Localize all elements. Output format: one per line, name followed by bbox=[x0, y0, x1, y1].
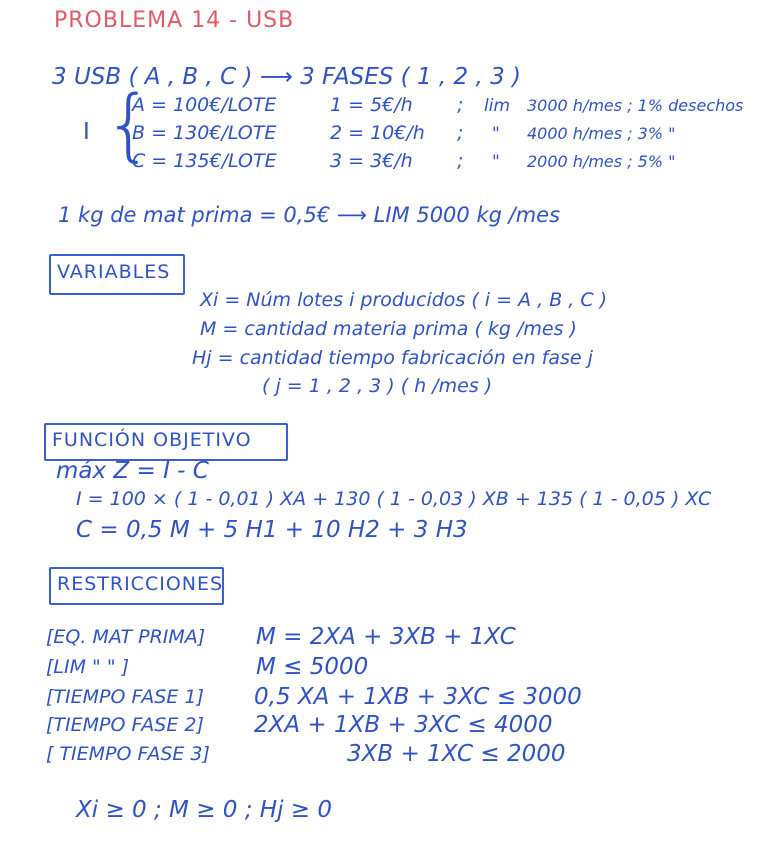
limit-row-3: 2000 h/mes ; 5% " bbox=[527, 152, 676, 171]
income-row-c: C = 135€/LOTE bbox=[132, 150, 277, 172]
constraint-expr-4: 2XA + 1XB + 3XC ≤ 4000 bbox=[254, 712, 553, 738]
constraint-expr-1: M = 2XA + 3XB + 1XC bbox=[256, 624, 516, 650]
separator: ; bbox=[457, 150, 464, 172]
income-row-a: A = 100€/LOTE bbox=[132, 94, 277, 116]
limit-row-1: 3000 h/mes ; 1% desechos bbox=[527, 96, 744, 115]
separator: ; bbox=[457, 94, 464, 116]
limit-prefix: " bbox=[492, 152, 500, 172]
page-title: PROBLEMA 14 - USB bbox=[54, 8, 295, 33]
limit-row-2: 4000 h/mes ; 3% " bbox=[527, 124, 676, 143]
variable-h-index: ( j = 1 , 2 , 3 ) ( h /mes ) bbox=[262, 375, 493, 397]
income-row-b: B = 130€/LOTE bbox=[132, 122, 277, 144]
constraint-label-3: [TIEMPO FASE 1] bbox=[46, 686, 204, 708]
variables-heading: VARIABLES bbox=[57, 261, 171, 283]
constraint-expr-2: M ≤ 5000 bbox=[256, 654, 369, 680]
phase-cost-2: 2 = 10€/h bbox=[330, 122, 425, 144]
variable-x: Xi = Núm lotes i producidos ( i = A , B , C ) bbox=[200, 289, 608, 311]
variable-h: Hj = cantidad tiempo fabricación en fase j bbox=[192, 347, 593, 369]
variable-m: M = cantidad materia prima ( kg /mes ) bbox=[200, 318, 577, 340]
brace-icon: { bbox=[104, 80, 154, 170]
phase-cost-3: 3 = 3€/h bbox=[330, 150, 413, 172]
constraint-expr-3: 0,5 XA + 1XB + 3XC ≤ 3000 bbox=[254, 684, 582, 710]
nonnegativity: Xi ≥ 0 ; M ≥ 0 ; Hj ≥ 0 bbox=[76, 797, 332, 823]
constraint-expr-5: 3XB + 1XC ≤ 2000 bbox=[347, 741, 566, 767]
limit-prefix: " bbox=[492, 124, 500, 144]
limit-prefix: lim bbox=[484, 96, 511, 116]
income-label: I bbox=[83, 119, 90, 145]
objective-heading: FUNCIÓN OBJETIVO bbox=[52, 429, 252, 451]
material-line: 1 kg de mat prima = 0,5€ ⟶ LIM 5000 kg /mes bbox=[58, 203, 561, 227]
constraints-heading: RESTRICCIONES bbox=[57, 573, 224, 595]
constraint-label-1: [EQ. MAT PRIMA] bbox=[46, 626, 206, 648]
separator: ; bbox=[457, 122, 464, 144]
objective-cost: C = 0,5 M + 5 H1 + 10 H2 + 3 H3 bbox=[76, 517, 468, 543]
constraint-label-5: [ TIEMPO FASE 3] bbox=[46, 743, 210, 765]
objective-max: máx Z = I - C bbox=[56, 458, 209, 484]
problem-line: 3 USB ( A , B , C ) ⟶ 3 FASES ( 1 , 2 , 3 ) bbox=[52, 64, 522, 90]
phase-cost-1: 1 = 5€/h bbox=[330, 94, 413, 116]
constraint-label-4: [TIEMPO FASE 2] bbox=[46, 714, 204, 736]
objective-income: I = 100 × ( 1 - 0,01 ) XA + 130 ( 1 - 0,03 ) XB + 135 ( 1 - 0,05 ) XC bbox=[76, 488, 712, 510]
constraint-label-2: [LIM " " ] bbox=[46, 656, 130, 678]
